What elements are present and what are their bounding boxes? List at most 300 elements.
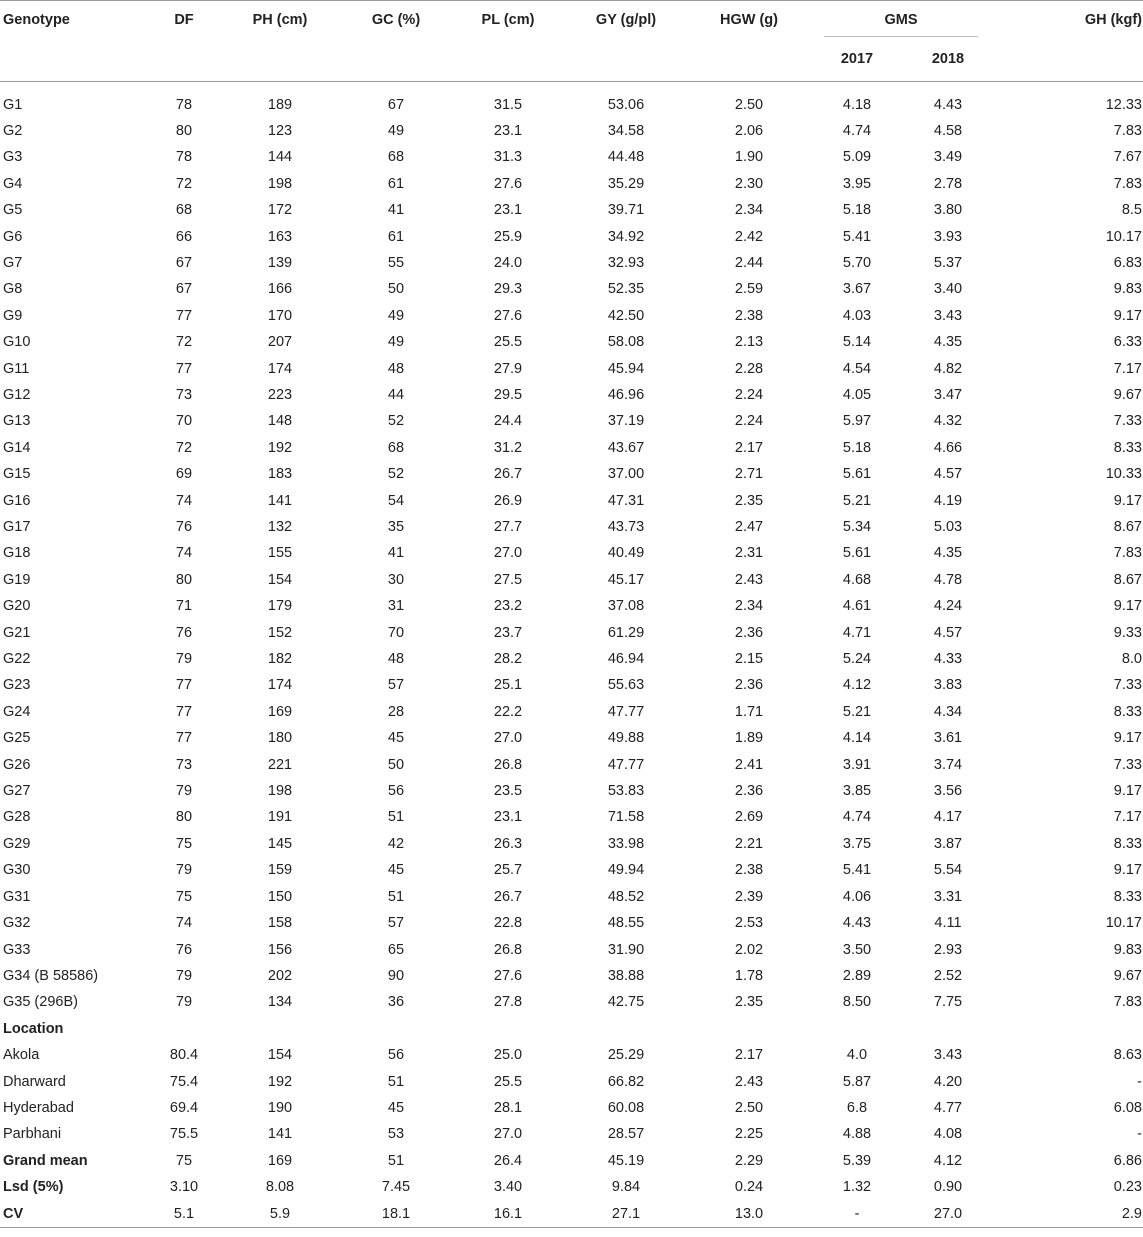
cell-gms-2017: 5.21 [842, 492, 872, 509]
cell-gms-2018: 4.12 [933, 1152, 963, 1169]
cell-gms-2018: 3.83 [933, 677, 963, 694]
cell-genotype: G24 [3, 703, 31, 720]
cell-gy: 48.52 [607, 888, 645, 905]
cell-gms-2017: 4.03 [842, 307, 872, 324]
cell-gms-2018: 4.35 [933, 334, 963, 351]
table-row [0, 620, 1143, 646]
cell-ph: 180 [267, 730, 293, 747]
cell-gms-2018: 3.56 [933, 783, 963, 800]
cell-gh: 10.33 [1105, 466, 1142, 483]
cell-genotype: G22 [3, 651, 31, 668]
cell-gms-2017: 3.95 [842, 175, 872, 192]
cell-ph: 8.08 [265, 1179, 295, 1196]
cell-ph: 154 [267, 1047, 293, 1064]
cell-gms-2018: 3.31 [933, 888, 963, 905]
cell-gh: 8.33 [1113, 703, 1142, 720]
cell-gc: 67 [387, 96, 405, 113]
cell-pl: 25.5 [493, 334, 523, 351]
cell-gms-2017: 5.09 [842, 149, 872, 166]
summary-row [0, 1174, 1143, 1200]
cell-df: 77 [175, 307, 193, 324]
cell-gh: 8.67 [1113, 519, 1142, 535]
cell-gc: 45 [387, 862, 405, 879]
cell-gms-2018: 27.0 [904, 1201, 992, 1228]
cell-genotype: G20 [3, 598, 31, 615]
table-row [0, 303, 1143, 329]
cell-genotype: G28 [3, 809, 31, 826]
table-row [0, 118, 1143, 144]
cell-pl: 23.7 [493, 624, 523, 641]
cell-genotype: G8 [3, 281, 23, 298]
cell-hgw: 13.0 [688, 1201, 810, 1228]
cell-hgw: 2.29 [734, 1152, 764, 1169]
cell-gh: 7.83 [1113, 545, 1142, 562]
cell-hgw: 2.30 [734, 175, 764, 192]
cell-df: 73 [175, 756, 193, 773]
cell-ph: 192 [267, 439, 293, 456]
cell-gms-2018: 4.43 [933, 96, 963, 113]
cell-ph: 223 [267, 386, 293, 403]
table-row [0, 884, 1143, 910]
cell-gy: 39.71 [607, 202, 645, 219]
cell-gms-2017: 5.87 [842, 1073, 872, 1090]
cell-genotype: G12 [3, 386, 31, 403]
table-row [0, 81, 1143, 118]
cell-ph: 191 [267, 809, 293, 826]
cell-genotype: G7 [3, 254, 23, 271]
cell-gc: 48 [387, 651, 405, 668]
cell-hgw: 2.24 [734, 386, 764, 403]
cell-gy: 60.08 [607, 1099, 645, 1116]
cell-gms-2018: 5.54 [933, 862, 963, 879]
cell-hgw: 2.43 [734, 571, 764, 588]
cell-gy: 27.1 [564, 1201, 688, 1228]
cell-genotype: G23 [3, 677, 31, 694]
cell-gy: 43.73 [607, 519, 645, 535]
cell-gc: 90 [387, 967, 405, 984]
table-row [0, 144, 1143, 170]
cell-ph: 207 [267, 334, 293, 351]
cell-df: 79 [175, 862, 193, 879]
cell-gms-2017: 5.61 [842, 466, 872, 483]
gms-divider [824, 36, 978, 37]
cell-gy: 42.75 [607, 994, 645, 1011]
cell-ph: 155 [267, 545, 293, 562]
cell-genotype: G26 [3, 756, 31, 773]
cell-hgw: 2.36 [734, 677, 764, 694]
cell-genotype: G21 [3, 624, 31, 641]
cell-pl: 23.2 [493, 598, 523, 615]
cell-genotype: G15 [3, 466, 31, 483]
cell-hgw: 1.71 [734, 703, 764, 720]
cell-gms-2018: 0.90 [933, 1179, 963, 1196]
cell-genotype: Akola [3, 1047, 40, 1064]
cell-hgw: 2.35 [734, 492, 764, 509]
cell-df: 74 [175, 545, 193, 562]
cell-hgw: 2.38 [734, 862, 764, 879]
cell-gms-2017: 1.32 [842, 1179, 872, 1196]
cell-gms-2018: 4.33 [933, 651, 963, 668]
cell-gms-2017: 5.24 [842, 651, 872, 668]
cell-pl: 24.0 [493, 254, 523, 271]
cell-pl: 23.1 [493, 202, 523, 219]
cell-gms-2017: 4.74 [842, 809, 872, 826]
cell-gms-2017: 4.0 [846, 1047, 868, 1064]
cell-pl: 26.7 [493, 888, 523, 905]
header-gms [810, 1, 992, 37]
cell-gms-2018: 4.24 [933, 598, 963, 615]
cell-gc: 50 [387, 281, 405, 298]
cell-genotype: Grand mean [3, 1152, 88, 1169]
cell-gy: 55.63 [607, 677, 645, 694]
cell-gms-2017: 4.61 [842, 598, 872, 615]
cell-gms-2018: 4.58 [933, 122, 963, 139]
cell-gms-2017: 5.14 [842, 334, 872, 351]
cell-gms-2018: 5.37 [933, 254, 963, 271]
cell-ph: 169 [267, 1152, 293, 1169]
cell-df: 67 [175, 254, 193, 271]
cell-gc: 44 [387, 386, 405, 403]
cell-df: 3.10 [169, 1179, 199, 1196]
cell-gy: 37.00 [607, 466, 645, 483]
cell-pl: 23.1 [493, 809, 523, 826]
cell-genotype: G14 [3, 439, 31, 456]
cell-gms-2018: 7.75 [933, 994, 963, 1011]
summary-row [0, 1148, 1143, 1174]
cell-df: 68 [175, 202, 193, 219]
cell-hgw: 2.69 [734, 809, 764, 826]
cell-ph: 172 [267, 202, 293, 219]
cell-genotype: G2 [3, 122, 23, 139]
cell-genotype: G35 (296B) [3, 994, 78, 1011]
cell-gh: 7.33 [1113, 413, 1142, 430]
cell-df: 77 [175, 677, 193, 694]
cell-gms-2017: 4.74 [842, 122, 872, 139]
cell-pl: 26.8 [493, 941, 523, 958]
cell-gms-2018: 3.61 [933, 730, 963, 747]
table-row [0, 857, 1143, 883]
cell-gc: 45 [387, 730, 405, 747]
cell-gms-2018: 3.43 [933, 307, 963, 324]
cell-gh: 7.67 [1113, 149, 1142, 166]
cell-hgw: 2.06 [734, 122, 764, 139]
cell-gms-2018: 3.40 [933, 281, 963, 298]
cell-hgw: 2.35 [734, 994, 764, 1011]
cell-ph: 174 [267, 360, 293, 377]
cell-gy: 66.82 [607, 1073, 645, 1090]
table-row [0, 435, 1143, 461]
cell-gy: 32.93 [607, 254, 645, 271]
cell-pl: 28.1 [493, 1099, 523, 1116]
cell-pl: 16.1 [452, 1201, 564, 1228]
cell-gms-2017: 5.18 [842, 439, 872, 456]
cell-df: 70 [175, 413, 193, 430]
cell-gms-2018: 4.19 [933, 492, 963, 509]
cell-gms-2017: 4.43 [842, 915, 872, 932]
cell-pl: 31.5 [493, 96, 523, 113]
cell-hgw: 2.50 [734, 96, 764, 113]
cell-gms-2017: 5.61 [842, 545, 872, 562]
cell-gc: 42 [387, 835, 405, 852]
cell-gms-2017: 2.89 [842, 967, 872, 984]
cell-df: 75 [175, 888, 193, 905]
cell-pl: 3.40 [493, 1179, 523, 1196]
cell-gy: 61.29 [607, 624, 645, 641]
cell-gc: 30 [387, 571, 405, 588]
cell-genotype: G34 (B 58586) [3, 967, 99, 984]
cell-hgw: 2.38 [734, 307, 764, 324]
cell-gms-2017: 5.41 [842, 862, 872, 879]
cell-ph: 183 [267, 466, 293, 483]
cell-gh: 7.17 [1113, 809, 1142, 826]
cell-gms-2017: 4.06 [842, 888, 872, 905]
cell-gy: 42.50 [607, 307, 645, 324]
cell-gy: 31.90 [607, 941, 645, 958]
cell-gc: 61 [387, 175, 405, 192]
cell-ph: 123 [267, 122, 293, 139]
cell-df: 80 [175, 809, 193, 826]
cell-pl: 27.6 [493, 175, 523, 192]
header-gms-label: GMS [884, 12, 918, 28]
cell-gms-2018: 4.78 [933, 571, 963, 588]
cell-gms-2018: 4.20 [933, 1073, 963, 1090]
cell-gms-2017: 4.68 [842, 571, 872, 588]
cell-gh: 9.17 [1113, 730, 1142, 747]
cell-gms-2018: 3.87 [933, 835, 963, 852]
cell-gc: 18.1 [340, 1201, 452, 1228]
cell-df: 79 [175, 651, 193, 668]
cell-gms-2017: 3.91 [842, 756, 872, 773]
cell-df: 71 [175, 598, 193, 615]
table-row [0, 699, 1143, 725]
cell-gms-2017: 4.12 [842, 677, 872, 694]
cell-gh: 12.33 [1105, 96, 1142, 113]
cell-gms-2018: 4.34 [933, 703, 963, 720]
cell-df: 5.1 [148, 1201, 220, 1228]
cell-ph: 5.9 [220, 1201, 340, 1228]
cell-df: 80 [175, 571, 193, 588]
cell-gms-2017: 5.97 [842, 413, 872, 430]
cell-gms-2018: 2.93 [933, 941, 963, 958]
cell-genotype: G1 [3, 96, 23, 113]
cell-genotype: G17 [3, 519, 31, 535]
cell-gc: 65 [387, 941, 405, 958]
cell-gy: 45.94 [607, 360, 645, 377]
cell-gy: 49.94 [607, 862, 645, 879]
cell-df: 72 [175, 439, 193, 456]
table-row [0, 329, 1143, 355]
cell-genotype: G32 [3, 915, 31, 932]
cell-gh: 9.17 [1113, 598, 1142, 615]
cell-gh: 9.33 [1113, 624, 1142, 641]
cell-genotype: G10 [3, 334, 31, 351]
cell-gms-2017: 5.70 [842, 254, 872, 271]
cell-gy: 53.06 [607, 96, 645, 113]
cell-hgw: 2.13 [734, 334, 764, 351]
cell-gy: 34.92 [607, 228, 645, 245]
cell-hgw: 2.21 [734, 835, 764, 852]
cell-gms-2017: 5.41 [842, 228, 872, 245]
cell-pl: 23.5 [493, 783, 523, 800]
cell-genotype: CV [0, 1201, 148, 1228]
cell-pl: 23.1 [493, 122, 523, 139]
cell-hgw: 0.24 [734, 1179, 764, 1196]
cell-df: 75 [175, 835, 193, 852]
cell-gh: 9.67 [1113, 967, 1142, 984]
cell-gy: 44.48 [607, 149, 645, 166]
cell-hgw: 2.42 [734, 228, 764, 245]
cell-gc: 61 [387, 228, 405, 245]
cell-gms-2018: 3.93 [933, 228, 963, 245]
cell-gms-2018: 4.11 [934, 915, 962, 932]
cell-gh: 7.83 [1113, 122, 1142, 139]
cell-genotype: G29 [3, 835, 31, 852]
cell-pl: 27.6 [493, 307, 523, 324]
cell-gh: 7.33 [1113, 677, 1142, 694]
cell-gms-2018: 4.32 [933, 413, 963, 430]
cell-ph: 170 [267, 307, 293, 324]
cell-gy: 33.98 [607, 835, 645, 852]
cell-genotype: G9 [3, 307, 23, 324]
cell-pl: 27.8 [493, 994, 523, 1011]
cell-gh: 6.83 [1113, 254, 1142, 271]
cell-gms-2017: 4.54 [842, 360, 872, 377]
table-row [0, 461, 1143, 487]
cell-gh: 6.33 [1113, 334, 1142, 351]
cell-gc: 41 [387, 545, 405, 562]
table-row [0, 963, 1143, 989]
table-row [0, 752, 1143, 778]
cell-ph: 141 [267, 1126, 293, 1143]
cell-gy: 53.83 [607, 783, 645, 800]
table-row [0, 250, 1143, 276]
cell-gc: 51 [387, 1073, 405, 1090]
section-row-location [0, 1016, 1143, 1042]
cell-gc: 55 [387, 254, 405, 271]
cell-df: 75 [175, 1152, 193, 1169]
summary-row [0, 1201, 1143, 1228]
cell-gy: 34.58 [607, 122, 645, 139]
cell-gms-2017: 4.14 [842, 730, 872, 747]
table-row [0, 804, 1143, 830]
cell-gc: 52 [387, 466, 405, 483]
cell-df: 69.4 [169, 1099, 199, 1116]
table-header [0, 1, 1143, 82]
cell-ph: 148 [267, 413, 293, 430]
cell-gh: 7.17 [1113, 360, 1142, 377]
cell-gms-2017: 3.85 [842, 783, 872, 800]
cell-gh: 7.33 [1113, 756, 1142, 773]
cell-pl: 25.7 [493, 862, 523, 879]
cell-hgw: 2.50 [734, 1099, 764, 1116]
cell-gms-2017: 3.75 [842, 835, 872, 852]
cell-hgw: 2.15 [734, 651, 764, 668]
location-row [0, 1069, 1143, 1095]
cell-gy: 71.58 [607, 809, 645, 826]
cell-gy: 45.19 [607, 1152, 645, 1169]
cell-genotype: G18 [3, 545, 31, 562]
cell-pl: 22.8 [493, 915, 523, 932]
cell-gms-2017: 5.18 [842, 202, 872, 219]
cell-df: 78 [175, 149, 193, 166]
cell-gh: 9.17 [1113, 862, 1142, 879]
cell-df: 66 [175, 228, 193, 245]
cell-hgw: 1.89 [734, 730, 764, 747]
cell-gms-2018: 2.52 [933, 967, 963, 984]
cell-gy: 47.77 [607, 703, 645, 720]
cell-gc: 35 [387, 519, 405, 535]
cell-gms-2017: 5.39 [842, 1152, 872, 1169]
cell-gy: 38.88 [607, 967, 645, 984]
cell-gc: 56 [387, 783, 405, 800]
cell-gms-2017: 4.71 [842, 624, 872, 641]
cell-hgw: 1.78 [734, 967, 764, 984]
cell-hgw: 2.02 [734, 941, 764, 958]
cell-gy: 40.49 [607, 545, 645, 562]
cell-df: 69 [175, 466, 193, 483]
cell-gms-2017: 4.88 [842, 1126, 872, 1143]
cell-gc: 53 [387, 1126, 405, 1143]
cell-pl: 27.0 [493, 1126, 523, 1143]
cell-gc: 50 [387, 756, 405, 773]
cell-df: 77 [175, 360, 193, 377]
cell-gh: 8.33 [1113, 888, 1142, 905]
cell-gy: 43.67 [607, 439, 645, 456]
cell-gh: 10.17 [1105, 228, 1142, 245]
cell-ph: 145 [267, 835, 293, 852]
cell-ph: 198 [267, 783, 293, 800]
cell-df: 76 [175, 941, 193, 958]
cell-hgw: 2.44 [734, 254, 764, 271]
cell-gc: 51 [387, 809, 405, 826]
cell-df: 79 [175, 967, 193, 984]
cell-gy: 37.08 [607, 598, 645, 615]
cell-pl: 27.6 [493, 967, 523, 984]
cell-pl: 26.4 [493, 1152, 523, 1169]
cell-gms-2018: 3.80 [933, 202, 963, 219]
cell-ph: 166 [267, 281, 293, 298]
cell-gh: 10.17 [1105, 915, 1142, 932]
cell-df: 72 [175, 334, 193, 351]
cell-df: 76 [175, 519, 193, 535]
cell-gc: 28 [387, 703, 405, 720]
cell-ph: 192 [267, 1073, 293, 1090]
table-row [0, 197, 1143, 223]
table-row [0, 356, 1143, 382]
location-row [0, 1121, 1143, 1147]
cell-hgw: 2.34 [734, 598, 764, 615]
cell-hgw: 2.39 [734, 888, 764, 905]
cell-hgw: 2.43 [734, 1073, 764, 1090]
cell-gh: 6.86 [1113, 1152, 1142, 1169]
cell-pl: 27.9 [493, 360, 523, 377]
cell-gc: 68 [387, 149, 405, 166]
cell-gh: 7.83 [1113, 175, 1142, 192]
cell-gc: 31 [387, 598, 405, 615]
cell-ph: 134 [267, 994, 293, 1011]
cell-gy: 35.29 [607, 175, 645, 192]
table-row [0, 567, 1143, 593]
cell-ph: 221 [267, 756, 293, 773]
cell-ph: 169 [267, 703, 293, 720]
cell-gms-2018: 4.82 [933, 360, 963, 377]
cell-hgw: 2.24 [734, 413, 764, 430]
cell-genotype: G25 [3, 730, 31, 747]
cell-genotype: G19 [3, 571, 31, 588]
cell-pl: 31.2 [493, 439, 523, 456]
header-hgw: HGW (g) [688, 1, 810, 81]
cell-genotype: G3 [3, 149, 23, 166]
